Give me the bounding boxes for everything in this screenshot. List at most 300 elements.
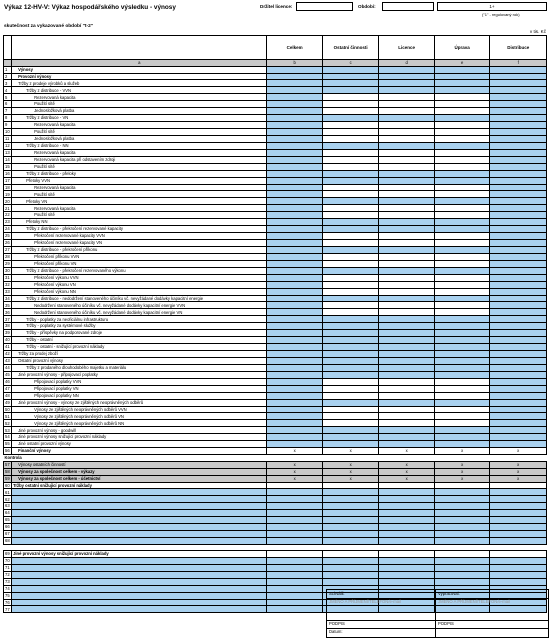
value-cell[interactable]	[322, 267, 379, 274]
value-cell[interactable]	[322, 378, 379, 385]
value-cell[interactable]	[434, 550, 490, 557]
value-cell[interactable]	[379, 330, 435, 337]
value-cell[interactable]	[267, 357, 323, 364]
detail-label-field[interactable]	[12, 489, 267, 496]
value-cell[interactable]	[267, 87, 323, 94]
value-cell[interactable]	[267, 503, 323, 510]
value-cell[interactable]	[322, 406, 379, 413]
value-cell[interactable]	[379, 101, 435, 108]
value-cell[interactable]	[490, 420, 547, 427]
value-cell[interactable]	[379, 80, 435, 87]
value-cell[interactable]	[267, 406, 323, 413]
value-cell[interactable]	[434, 135, 490, 142]
value-cell[interactable]	[434, 371, 490, 378]
value-cell[interactable]	[267, 385, 323, 392]
value-cell[interactable]	[267, 184, 323, 191]
value-cell[interactable]	[322, 364, 379, 371]
value-cell[interactable]	[490, 80, 547, 87]
value-cell[interactable]	[379, 531, 435, 538]
value-cell[interactable]	[434, 524, 490, 531]
value-cell[interactable]	[490, 538, 547, 545]
value-cell[interactable]	[322, 142, 379, 149]
value-cell[interactable]	[379, 295, 435, 302]
value-cell[interactable]	[490, 531, 547, 538]
value-cell[interactable]	[490, 191, 547, 198]
value-cell[interactable]	[434, 571, 490, 578]
value-cell[interactable]	[490, 184, 547, 191]
value-cell[interactable]	[379, 524, 435, 531]
value-cell[interactable]	[434, 357, 490, 364]
value-cell[interactable]	[490, 212, 547, 219]
detail-label-field[interactable]	[12, 517, 267, 524]
value-cell[interactable]	[379, 142, 435, 149]
value-cell[interactable]	[490, 219, 547, 226]
value-cell[interactable]	[434, 73, 490, 80]
value-cell[interactable]	[267, 585, 323, 592]
value-cell[interactable]	[490, 226, 547, 233]
value-cell[interactable]	[322, 413, 379, 420]
value-cell[interactable]	[434, 557, 490, 564]
value-cell[interactable]	[267, 142, 323, 149]
value-cell[interactable]	[434, 413, 490, 420]
value-cell[interactable]	[379, 385, 435, 392]
value-cell[interactable]	[434, 177, 490, 184]
value-cell[interactable]	[267, 115, 323, 122]
value-cell[interactable]	[379, 274, 435, 281]
value-cell[interactable]	[434, 156, 490, 163]
detail-label-field[interactable]	[12, 571, 267, 578]
value-cell[interactable]	[490, 177, 547, 184]
value-cell[interactable]	[267, 482, 323, 489]
value-cell[interactable]	[490, 94, 547, 101]
value-cell[interactable]	[490, 205, 547, 212]
value-cell[interactable]	[434, 281, 490, 288]
value-cell[interactable]	[267, 599, 323, 606]
value-cell[interactable]	[490, 135, 547, 142]
value-cell[interactable]	[322, 578, 379, 585]
value-cell[interactable]	[267, 240, 323, 247]
value-cell[interactable]	[322, 288, 379, 295]
value-cell[interactable]	[379, 281, 435, 288]
value-cell[interactable]	[434, 441, 490, 448]
value-cell[interactable]	[379, 482, 435, 489]
value-cell[interactable]	[267, 378, 323, 385]
value-cell[interactable]	[490, 316, 547, 323]
value-cell[interactable]	[434, 295, 490, 302]
value-cell[interactable]	[379, 149, 435, 156]
value-cell[interactable]	[322, 538, 379, 545]
value-cell[interactable]	[490, 101, 547, 108]
detail-label-field[interactable]	[12, 503, 267, 510]
value-cell[interactable]	[322, 73, 379, 80]
value-cell[interactable]	[322, 205, 379, 212]
value-cell[interactable]	[434, 129, 490, 136]
value-cell[interactable]	[267, 578, 323, 585]
value-cell[interactable]	[267, 496, 323, 503]
value-cell[interactable]	[490, 163, 547, 170]
value-cell[interactable]	[434, 496, 490, 503]
value-cell[interactable]	[434, 260, 490, 267]
detail-label-field[interactable]	[12, 496, 267, 503]
value-cell[interactable]	[379, 233, 435, 240]
value-cell[interactable]	[267, 205, 323, 212]
detail-label-field[interactable]	[12, 599, 267, 606]
value-cell[interactable]	[379, 260, 435, 267]
value-cell[interactable]	[490, 427, 547, 434]
value-cell[interactable]	[322, 550, 379, 557]
value-cell[interactable]	[434, 351, 490, 358]
value-cell[interactable]	[267, 253, 323, 260]
value-cell[interactable]	[379, 87, 435, 94]
value-cell[interactable]	[322, 371, 379, 378]
value-cell[interactable]	[490, 524, 547, 531]
detail-label-field[interactable]	[12, 578, 267, 585]
value-cell[interactable]	[379, 538, 435, 545]
value-cell[interactable]	[490, 482, 547, 489]
value-cell[interactable]	[267, 399, 323, 406]
value-cell[interactable]	[490, 503, 547, 510]
value-cell[interactable]	[267, 267, 323, 274]
value-cell[interactable]	[490, 246, 547, 253]
value-cell[interactable]	[322, 198, 379, 205]
value-cell[interactable]	[322, 392, 379, 399]
value-cell[interactable]	[490, 496, 547, 503]
value-cell[interactable]	[322, 531, 379, 538]
value-cell[interactable]	[322, 337, 379, 344]
value-cell[interactable]	[322, 108, 379, 115]
value-cell[interactable]	[322, 226, 379, 233]
detail-label-field[interactable]	[12, 564, 267, 571]
value-cell[interactable]	[267, 316, 323, 323]
value-cell[interactable]	[379, 94, 435, 101]
value-cell[interactable]	[434, 219, 490, 226]
value-cell[interactable]	[434, 122, 490, 129]
value-cell[interactable]	[267, 550, 323, 557]
value-cell[interactable]	[379, 226, 435, 233]
value-cell[interactable]	[267, 212, 323, 219]
value-cell[interactable]	[379, 503, 435, 510]
value-cell[interactable]	[267, 489, 323, 496]
value-cell[interactable]	[490, 441, 547, 448]
value-cell[interactable]	[267, 281, 323, 288]
value-cell[interactable]	[322, 330, 379, 337]
value-cell[interactable]	[322, 524, 379, 531]
value-cell[interactable]	[267, 510, 323, 517]
value-cell[interactable]	[490, 240, 547, 247]
value-cell[interactable]	[267, 364, 323, 371]
value-cell[interactable]	[434, 170, 490, 177]
value-cell[interactable]	[322, 357, 379, 364]
value-cell[interactable]	[267, 226, 323, 233]
value-cell[interactable]	[267, 288, 323, 295]
value-cell[interactable]	[267, 156, 323, 163]
value-cell[interactable]	[267, 420, 323, 427]
value-cell[interactable]	[434, 80, 490, 87]
value-cell[interactable]	[379, 371, 435, 378]
value-cell[interactable]	[379, 557, 435, 564]
value-cell[interactable]	[322, 557, 379, 564]
value-cell[interactable]	[267, 233, 323, 240]
value-cell[interactable]	[434, 538, 490, 545]
value-cell[interactable]	[322, 564, 379, 571]
value-cell[interactable]	[490, 295, 547, 302]
value-cell[interactable]	[267, 295, 323, 302]
value-cell[interactable]	[322, 191, 379, 198]
value-cell[interactable]	[267, 170, 323, 177]
detail-label-field[interactable]	[12, 606, 267, 613]
value-cell[interactable]	[267, 392, 323, 399]
value-cell[interactable]	[434, 288, 490, 295]
value-cell[interactable]	[434, 517, 490, 524]
value-cell[interactable]	[267, 434, 323, 441]
value-cell[interactable]	[490, 364, 547, 371]
value-cell[interactable]	[434, 427, 490, 434]
prepared-name-field[interactable]: JMÉNO A PŘÍJMENÍ/TELEFON/e-mail	[438, 599, 510, 604]
value-cell[interactable]	[267, 531, 323, 538]
value-cell[interactable]	[267, 108, 323, 115]
value-cell[interactable]	[322, 129, 379, 136]
value-cell[interactable]	[322, 260, 379, 267]
value-cell[interactable]	[267, 302, 323, 309]
value-cell[interactable]	[379, 246, 435, 253]
value-cell[interactable]	[434, 531, 490, 538]
value-cell[interactable]	[379, 240, 435, 247]
value-cell[interactable]	[434, 434, 490, 441]
value-cell[interactable]	[490, 413, 547, 420]
value-cell[interactable]	[322, 101, 379, 108]
value-cell[interactable]	[434, 253, 490, 260]
value-cell[interactable]	[322, 66, 379, 73]
value-cell[interactable]	[490, 309, 547, 316]
value-cell[interactable]	[267, 517, 323, 524]
value-cell[interactable]	[490, 260, 547, 267]
detail-label-field[interactable]	[12, 531, 267, 538]
value-cell[interactable]	[434, 149, 490, 156]
value-cell[interactable]	[267, 101, 323, 108]
value-cell[interactable]	[434, 198, 490, 205]
value-cell[interactable]	[267, 344, 323, 351]
value-cell[interactable]	[434, 510, 490, 517]
value-cell[interactable]	[322, 163, 379, 170]
value-cell[interactable]	[490, 357, 547, 364]
value-cell[interactable]	[379, 364, 435, 371]
value-cell[interactable]	[490, 550, 547, 557]
value-cell[interactable]	[379, 170, 435, 177]
value-cell[interactable]	[322, 87, 379, 94]
value-cell[interactable]	[379, 302, 435, 309]
value-cell[interactable]	[322, 517, 379, 524]
value-cell[interactable]	[434, 330, 490, 337]
value-cell[interactable]	[379, 288, 435, 295]
value-cell[interactable]	[434, 385, 490, 392]
approved-name-field[interactable]: JMÉNO A PŘÍJMENÍ/TELEFON/e-mail	[329, 599, 401, 604]
value-cell[interactable]	[379, 344, 435, 351]
value-cell[interactable]	[322, 503, 379, 510]
value-cell[interactable]	[490, 392, 547, 399]
value-cell[interactable]	[379, 191, 435, 198]
value-cell[interactable]	[379, 122, 435, 129]
value-cell[interactable]	[379, 510, 435, 517]
value-cell[interactable]	[434, 323, 490, 330]
value-cell[interactable]	[322, 122, 379, 129]
value-cell[interactable]	[322, 240, 379, 247]
value-cell[interactable]	[490, 323, 547, 330]
value-cell[interactable]	[490, 115, 547, 122]
value-cell[interactable]	[490, 73, 547, 80]
value-cell[interactable]	[322, 149, 379, 156]
value-cell[interactable]	[322, 344, 379, 351]
value-cell[interactable]	[379, 496, 435, 503]
value-cell[interactable]	[267, 592, 323, 599]
value-cell[interactable]	[322, 510, 379, 517]
value-cell[interactable]	[434, 163, 490, 170]
value-cell[interactable]	[490, 330, 547, 337]
value-cell[interactable]	[379, 198, 435, 205]
value-cell[interactable]	[490, 87, 547, 94]
value-cell[interactable]	[434, 246, 490, 253]
value-cell[interactable]	[267, 66, 323, 73]
value-cell[interactable]	[490, 489, 547, 496]
value-cell[interactable]	[434, 108, 490, 115]
value-cell[interactable]	[322, 246, 379, 253]
value-cell[interactable]	[322, 434, 379, 441]
value-cell[interactable]	[322, 323, 379, 330]
value-cell[interactable]	[490, 156, 547, 163]
value-cell[interactable]	[490, 578, 547, 585]
value-cell[interactable]	[379, 205, 435, 212]
value-cell[interactable]	[379, 309, 435, 316]
value-cell[interactable]	[434, 66, 490, 73]
value-cell[interactable]	[379, 337, 435, 344]
value-cell[interactable]	[322, 156, 379, 163]
value-cell[interactable]	[379, 66, 435, 73]
value-cell[interactable]	[322, 489, 379, 496]
value-cell[interactable]	[379, 392, 435, 399]
value-cell[interactable]	[379, 156, 435, 163]
value-cell[interactable]	[322, 212, 379, 219]
value-cell[interactable]	[490, 564, 547, 571]
value-cell[interactable]	[490, 337, 547, 344]
value-cell[interactable]	[490, 399, 547, 406]
value-cell[interactable]	[322, 219, 379, 226]
value-cell[interactable]	[490, 378, 547, 385]
value-cell[interactable]	[490, 351, 547, 358]
value-cell[interactable]	[322, 295, 379, 302]
value-cell[interactable]	[267, 219, 323, 226]
detail-label-field[interactable]	[12, 510, 267, 517]
value-cell[interactable]	[322, 253, 379, 260]
value-cell[interactable]	[322, 184, 379, 191]
value-cell[interactable]	[490, 406, 547, 413]
value-cell[interactable]	[434, 399, 490, 406]
value-cell[interactable]	[434, 392, 490, 399]
detail-label-field[interactable]	[12, 557, 267, 564]
value-cell[interactable]	[322, 427, 379, 434]
value-cell[interactable]	[379, 578, 435, 585]
value-cell[interactable]	[379, 420, 435, 427]
value-cell[interactable]	[490, 288, 547, 295]
value-cell[interactable]	[379, 73, 435, 80]
value-cell[interactable]	[379, 253, 435, 260]
value-cell[interactable]	[267, 427, 323, 434]
value-cell[interactable]	[434, 274, 490, 281]
value-cell[interactable]	[490, 274, 547, 281]
value-cell[interactable]	[490, 66, 547, 73]
value-cell[interactable]	[322, 170, 379, 177]
value-cell[interactable]	[434, 578, 490, 585]
value-cell[interactable]	[322, 571, 379, 578]
value-cell[interactable]	[434, 184, 490, 191]
value-cell[interactable]	[379, 135, 435, 142]
value-cell[interactable]	[267, 571, 323, 578]
value-cell[interactable]	[267, 260, 323, 267]
detail-label-field[interactable]	[12, 592, 267, 599]
value-cell[interactable]	[490, 170, 547, 177]
value-cell[interactable]	[267, 323, 323, 330]
value-cell[interactable]	[379, 571, 435, 578]
license-field[interactable]	[296, 2, 353, 11]
value-cell[interactable]	[434, 302, 490, 309]
value-cell[interactable]	[379, 351, 435, 358]
value-cell[interactable]	[267, 351, 323, 358]
value-cell[interactable]	[267, 149, 323, 156]
value-cell[interactable]	[322, 441, 379, 448]
value-cell[interactable]	[434, 406, 490, 413]
value-cell[interactable]	[322, 316, 379, 323]
value-cell[interactable]	[267, 274, 323, 281]
value-cell[interactable]	[322, 420, 379, 427]
value-cell[interactable]	[434, 101, 490, 108]
value-cell[interactable]	[434, 233, 490, 240]
value-cell[interactable]	[267, 135, 323, 142]
value-cell[interactable]	[434, 564, 490, 571]
value-cell[interactable]	[490, 267, 547, 274]
value-cell[interactable]	[379, 378, 435, 385]
value-cell[interactable]	[379, 434, 435, 441]
value-cell[interactable]	[379, 357, 435, 364]
value-cell[interactable]	[322, 135, 379, 142]
value-cell[interactable]	[322, 351, 379, 358]
value-cell[interactable]	[267, 337, 323, 344]
period-field[interactable]	[382, 2, 434, 11]
value-cell[interactable]	[434, 344, 490, 351]
value-cell[interactable]	[490, 302, 547, 309]
value-cell[interactable]	[267, 177, 323, 184]
value-cell[interactable]	[379, 427, 435, 434]
value-cell[interactable]	[490, 344, 547, 351]
value-cell[interactable]	[434, 240, 490, 247]
value-cell[interactable]	[434, 503, 490, 510]
value-cell[interactable]	[322, 177, 379, 184]
value-cell[interactable]	[379, 489, 435, 496]
value-cell[interactable]	[490, 129, 547, 136]
value-cell[interactable]	[267, 246, 323, 253]
value-cell[interactable]	[322, 281, 379, 288]
value-cell[interactable]	[379, 267, 435, 274]
value-cell[interactable]	[379, 564, 435, 571]
value-cell[interactable]	[379, 108, 435, 115]
value-cell[interactable]	[322, 302, 379, 309]
value-cell[interactable]	[490, 571, 547, 578]
value-cell[interactable]	[490, 517, 547, 524]
value-cell[interactable]	[322, 399, 379, 406]
value-cell[interactable]	[434, 482, 490, 489]
value-cell[interactable]	[322, 385, 379, 392]
value-cell[interactable]	[379, 441, 435, 448]
detail-label-field[interactable]	[12, 524, 267, 531]
value-cell[interactable]	[490, 233, 547, 240]
value-cell[interactable]	[434, 364, 490, 371]
